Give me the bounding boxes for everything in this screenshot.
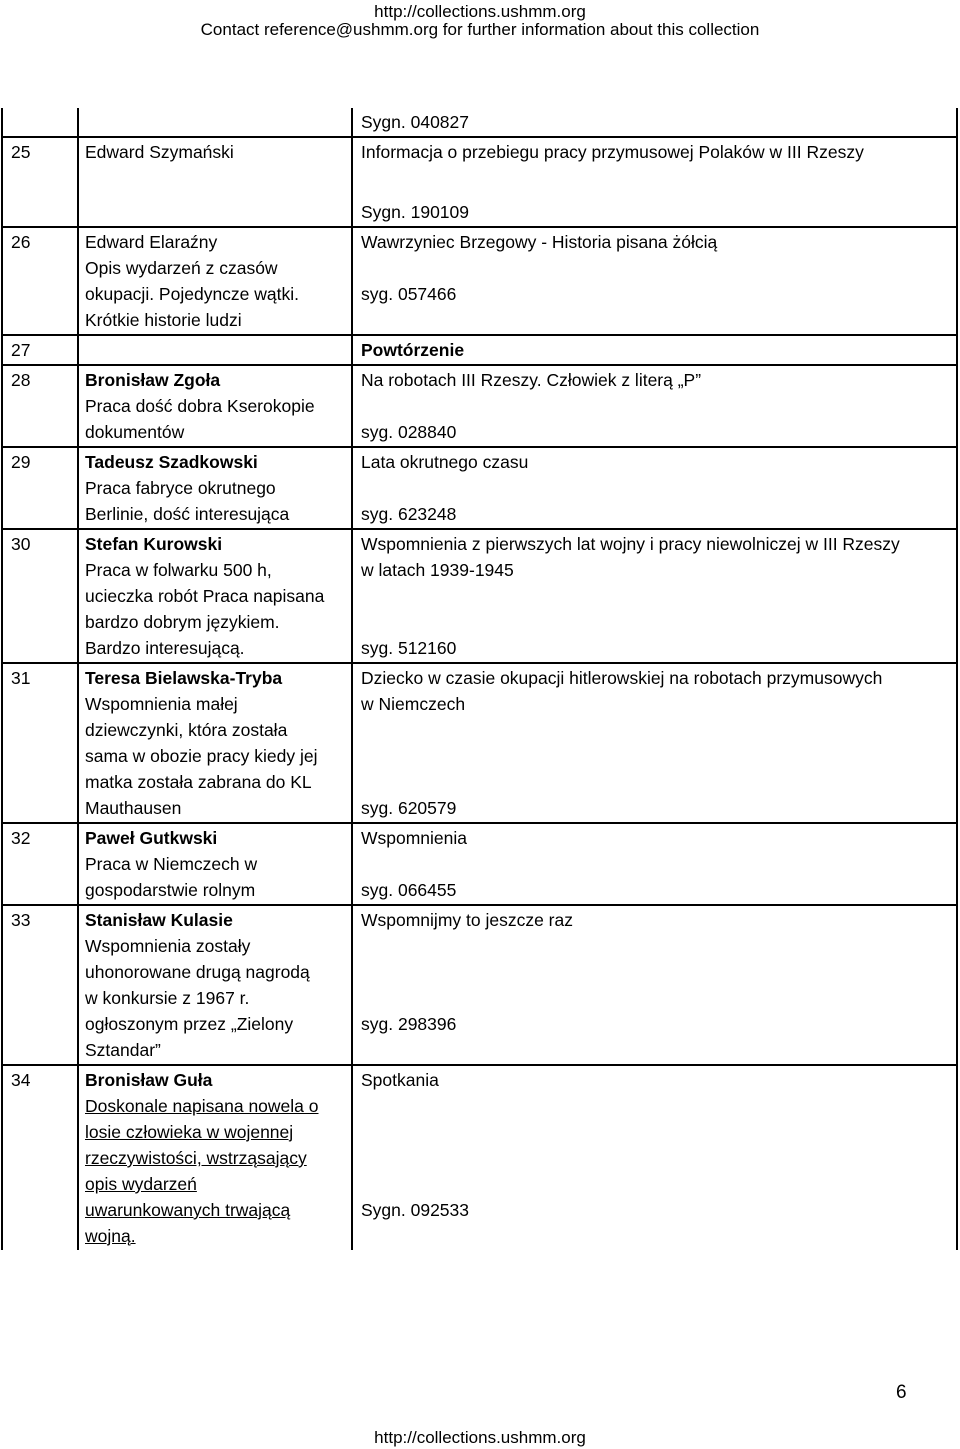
- note-line: sama w obozie pracy kiedy jej: [85, 746, 318, 766]
- row-name: [78, 905, 352, 1065]
- row-name: [78, 108, 352, 137]
- author-name: Bronisław Guła: [85, 1070, 213, 1090]
- signature: Sygn. 190109: [361, 202, 470, 222]
- signature: syg. 623248: [361, 504, 457, 524]
- author-name: Edward Elaraźny: [85, 232, 218, 252]
- note-line: Opis wydarzeń z czasów: [85, 258, 278, 278]
- row-name: [78, 365, 352, 447]
- title: Spotkania: [361, 1070, 439, 1090]
- row-description: [352, 905, 957, 1065]
- row-number: [2, 108, 78, 137]
- title: w latach 1939-1945: [361, 560, 514, 580]
- note-line: matka została zabrana do KL: [85, 772, 312, 792]
- collection-table: [1, 108, 958, 1250]
- author-name: Bronisław Zgoła: [85, 370, 221, 390]
- signature: syg. 620579: [361, 798, 457, 818]
- note-line: wojną.: [85, 1226, 136, 1246]
- row-description: [352, 823, 957, 905]
- note-line: Praca w folwarku 500 h,: [85, 560, 272, 580]
- note-line: Praca w Niemczech w: [85, 854, 258, 874]
- row-number: 25: [2, 137, 78, 227]
- table-row: [2, 663, 957, 823]
- table-row: [2, 365, 957, 447]
- note-line: rzeczywistości, wstrząsający: [85, 1148, 307, 1168]
- title: Wawrzyniec Brzegowy - Historia pisana żółcią: [361, 232, 718, 252]
- row-description: [352, 663, 957, 823]
- author-name: Tadeusz Szadkowski: [85, 452, 258, 472]
- note-line: bardzo dobrym językiem.: [85, 612, 280, 632]
- table-row: [2, 447, 957, 529]
- note-line: Wspomnienia zostały: [85, 936, 251, 956]
- note-line: dziewczynki, która została: [85, 720, 288, 740]
- note-line: ucieczka robót Praca napisana: [85, 586, 325, 606]
- table-row: [2, 108, 957, 137]
- row-name: [78, 1065, 352, 1250]
- note-line: Bardzo interesującą.: [85, 638, 245, 658]
- row-name: [78, 227, 352, 335]
- title: Powtórzenie: [361, 340, 465, 360]
- row-description: [352, 227, 957, 335]
- note-line: Berlinie, dość interesująca: [85, 504, 290, 524]
- row-number: 32: [2, 823, 78, 905]
- row-name: [78, 335, 352, 365]
- note-line: ogłoszonym przez „Zielony: [85, 1014, 294, 1034]
- row-number: 34: [2, 1065, 78, 1250]
- note-line: dokumentów: [85, 422, 185, 442]
- row-number: 28: [2, 365, 78, 447]
- title: Wspomnienia z pierwszych lat wojny i pracy niewolniczej w III Rzeszy: [361, 534, 900, 554]
- author-name: Paweł Gutkwski: [85, 828, 218, 848]
- row-description: [352, 365, 957, 447]
- signature: syg. 512160: [361, 638, 457, 658]
- header-url: http://collections.ushmm.org: [374, 2, 586, 21]
- note-line: okupacji. Pojedyncze wątki.: [85, 284, 299, 304]
- table-row: [2, 529, 957, 663]
- note-line: Doskonale napisana nowela o: [85, 1096, 319, 1116]
- signature: Sygn. 092533: [361, 1200, 470, 1220]
- note-line: gospodarstwie rolnym: [85, 880, 256, 900]
- header-contact: Contact reference@ushmm.org for further information about this collection: [200, 20, 760, 39]
- row-number: 30: [2, 529, 78, 663]
- note-line: Praca fabryce okrutnego: [85, 478, 276, 498]
- table-row: [2, 1065, 957, 1250]
- row-number: 33: [2, 905, 78, 1065]
- row-number: 31: [2, 663, 78, 823]
- row-description: [352, 137, 957, 227]
- title: w Niemczech: [361, 694, 466, 714]
- title: Informacja o przebiegu pracy przymusowej Polaków w III Rzeszy: [361, 142, 864, 162]
- row-number: 26: [2, 227, 78, 335]
- row-description: [352, 447, 957, 529]
- title: Lata okrutnego czasu: [361, 452, 529, 472]
- author-name: Stanisław Kulasie: [85, 910, 233, 930]
- title: Wspomnienia: [361, 828, 468, 848]
- note-line: Praca dość dobra Kserokopie: [85, 396, 315, 416]
- table-row: [2, 227, 957, 335]
- signature: syg. 057466: [361, 284, 457, 304]
- signature: syg. 066455: [361, 880, 457, 900]
- note-line: uhonorowane drugą nagrodą: [85, 962, 310, 982]
- note-line: uwarunkowanych trwającą: [85, 1200, 291, 1220]
- row-description: [352, 1065, 957, 1250]
- table-row: [2, 335, 957, 365]
- table-row: [2, 905, 957, 1065]
- note-line: Sztandar”: [85, 1040, 161, 1060]
- signature: syg. 028840: [361, 422, 457, 442]
- author-name: Edward Szymański: [85, 142, 234, 162]
- table-row: [2, 823, 957, 905]
- note-line: losie człowieka w wojennej: [85, 1122, 294, 1142]
- signature: Sygn. 040827: [361, 112, 470, 132]
- row-name: [78, 447, 352, 529]
- row-description: [352, 529, 957, 663]
- author-name: Teresa Bielawska-Tryba: [85, 668, 283, 688]
- row-name: [78, 529, 352, 663]
- row-description: [352, 108, 957, 137]
- note-line: w konkursie z 1967 r.: [85, 988, 250, 1008]
- title: Na robotach III Rzeszy. Człowiek z literą „P”: [361, 370, 702, 390]
- title: Dziecko w czasie okupacji hitlerowskiej na robotach przymusowych: [361, 668, 883, 688]
- table-row: [2, 137, 957, 227]
- title: Wspomnijmy to jeszcze raz: [361, 910, 573, 930]
- row-name: [78, 663, 352, 823]
- footer-url: http://collections.ushmm.org: [374, 1428, 586, 1447]
- note-line: opis wydarzeń: [85, 1174, 197, 1194]
- row-number: 29: [2, 447, 78, 529]
- signature: syg. 298396: [361, 1014, 457, 1034]
- row-name: [78, 137, 352, 227]
- row-description: [352, 335, 957, 365]
- author-name: Stefan Kurowski: [85, 534, 223, 554]
- row-name: [78, 823, 352, 905]
- page-number: 6: [896, 1382, 907, 1403]
- note-line: Wspomnienia małej: [85, 694, 238, 714]
- note-line: Krótkie historie ludzi: [85, 310, 242, 330]
- note-line: Mauthausen: [85, 798, 182, 818]
- row-number: 27: [2, 335, 78, 365]
